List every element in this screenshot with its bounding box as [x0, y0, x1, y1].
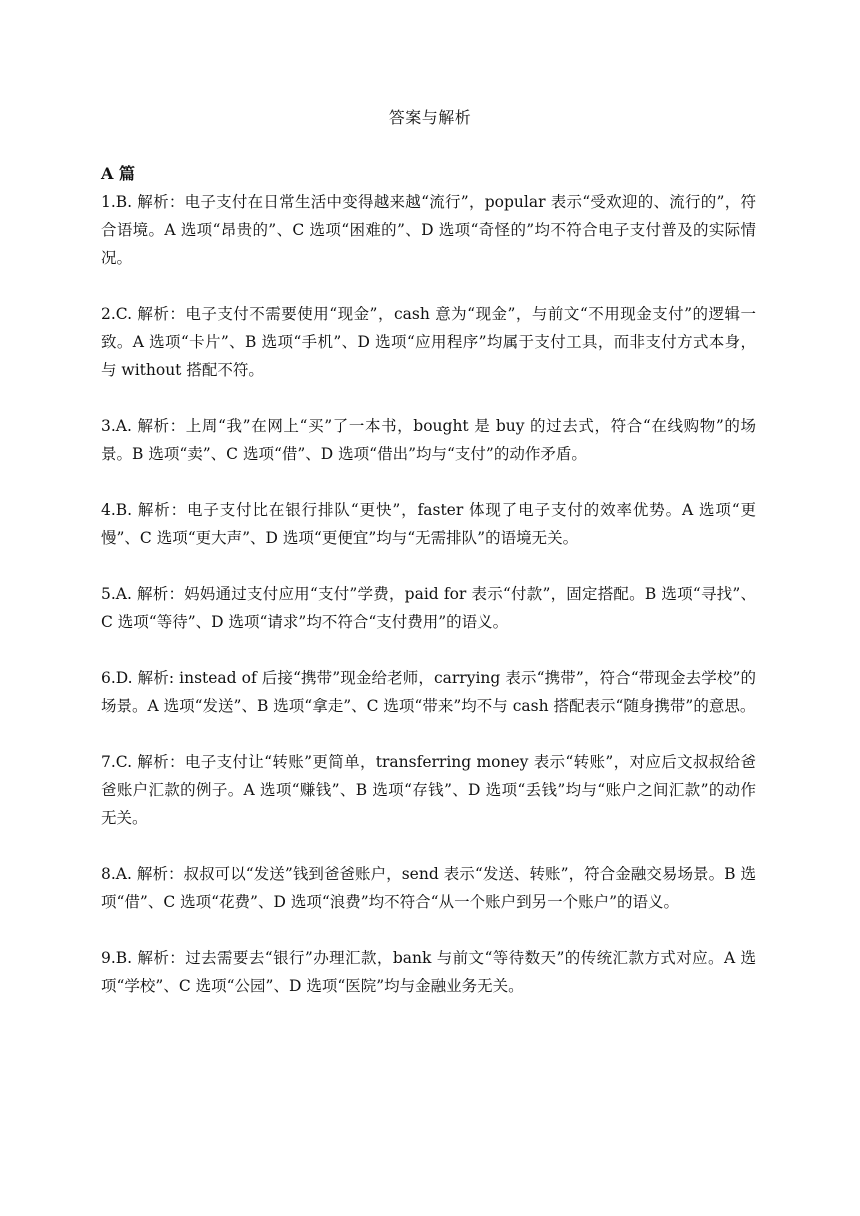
answer-item-6: 6.D. 解析: instead of 后接“携带”现金给老师，carrying 表示“携带”，符合“带现金去学校”的场景。A 选项“发送”、B 选项“拿走”、C 选项“带来”均不与 cash 搭配表示“随身携带”的意思。: [101, 669, 756, 715]
answer-item-1: 1.B. 解析：电子支付在日常生活中变得越来越“流行”，popular 表示“受欢迎的、流行的”，符合语境。A 选项“昂贵的”、C 选项“困难的”、D 选项“奇怪的”均不符合电子支付普及的实际情况。: [101, 193, 756, 267]
answer-item-7: 7.C. 解析：电子支付让“转账”更简单，transferring money 表示“转账”，对应后文叔叔给爸爸账户汇款的例子。A 选项“赚钱”、B 选项“存钱”、D 选项“丢钱”均与“账户之间汇款”的动作无关。: [101, 753, 756, 827]
answer-item-8: 8.A. 解析：叔叔可以“发送”钱到爸爸账户，send 表示“发送、转账”，符合金融交易场景。B 选项“借”、C 选项“花费”、D 选项“浪费”均不符合“从一个账户到另一个账户”的语义。: [101, 865, 756, 911]
answer-list: [101, 188, 756, 1028]
answer-item-4: 4.B. 解析：电子支付比在银行排队“更快”，faster 体现了电子支付的效率优势。A 选项“更慢”、C 选项“更大声”、D 选项“更便宜”均与“无需排队”的语境无关。: [101, 501, 756, 547]
answer-item-9: 9.B. 解析：过去需要去“银行”办理汇款，bank 与前文“等待数天”的传统汇款方式对应。A 选项“学校”、C 选项“公园”、D 选项“医院”均与金融业务无关。: [101, 949, 756, 995]
document-title: 答案与解析: [388, 108, 472, 127]
answer-item-2: 2.C. 解析：电子支付不需要使用“现金”，cash 意为“现金”，与前文“不用现金支付”的逻辑一致。A 选项“卡片”、B 选项“手机”、D 选项“应用程序”均属于支付工具，而非支付方式本身，与 without 搭配不符。: [101, 305, 756, 379]
answer-item-3: 3.A. 解析：上周“我”在网上“买”了一本书，bought 是 buy 的过去式，符合“在线购物”的场景。B 选项“卖”、C 选项“借”、D 选项“借出”均与“支付”的动作矛盾。: [101, 417, 756, 463]
answer-item-5: 5.A. 解析：妈妈通过支付应用“支付”学费，paid for 表示“付款”，固定搭配。B 选项“寻找”、C 选项“等待”、D 选项“请求”均不符合“支付费用”的语义。: [101, 585, 756, 631]
section-heading: A 篇: [101, 164, 135, 183]
